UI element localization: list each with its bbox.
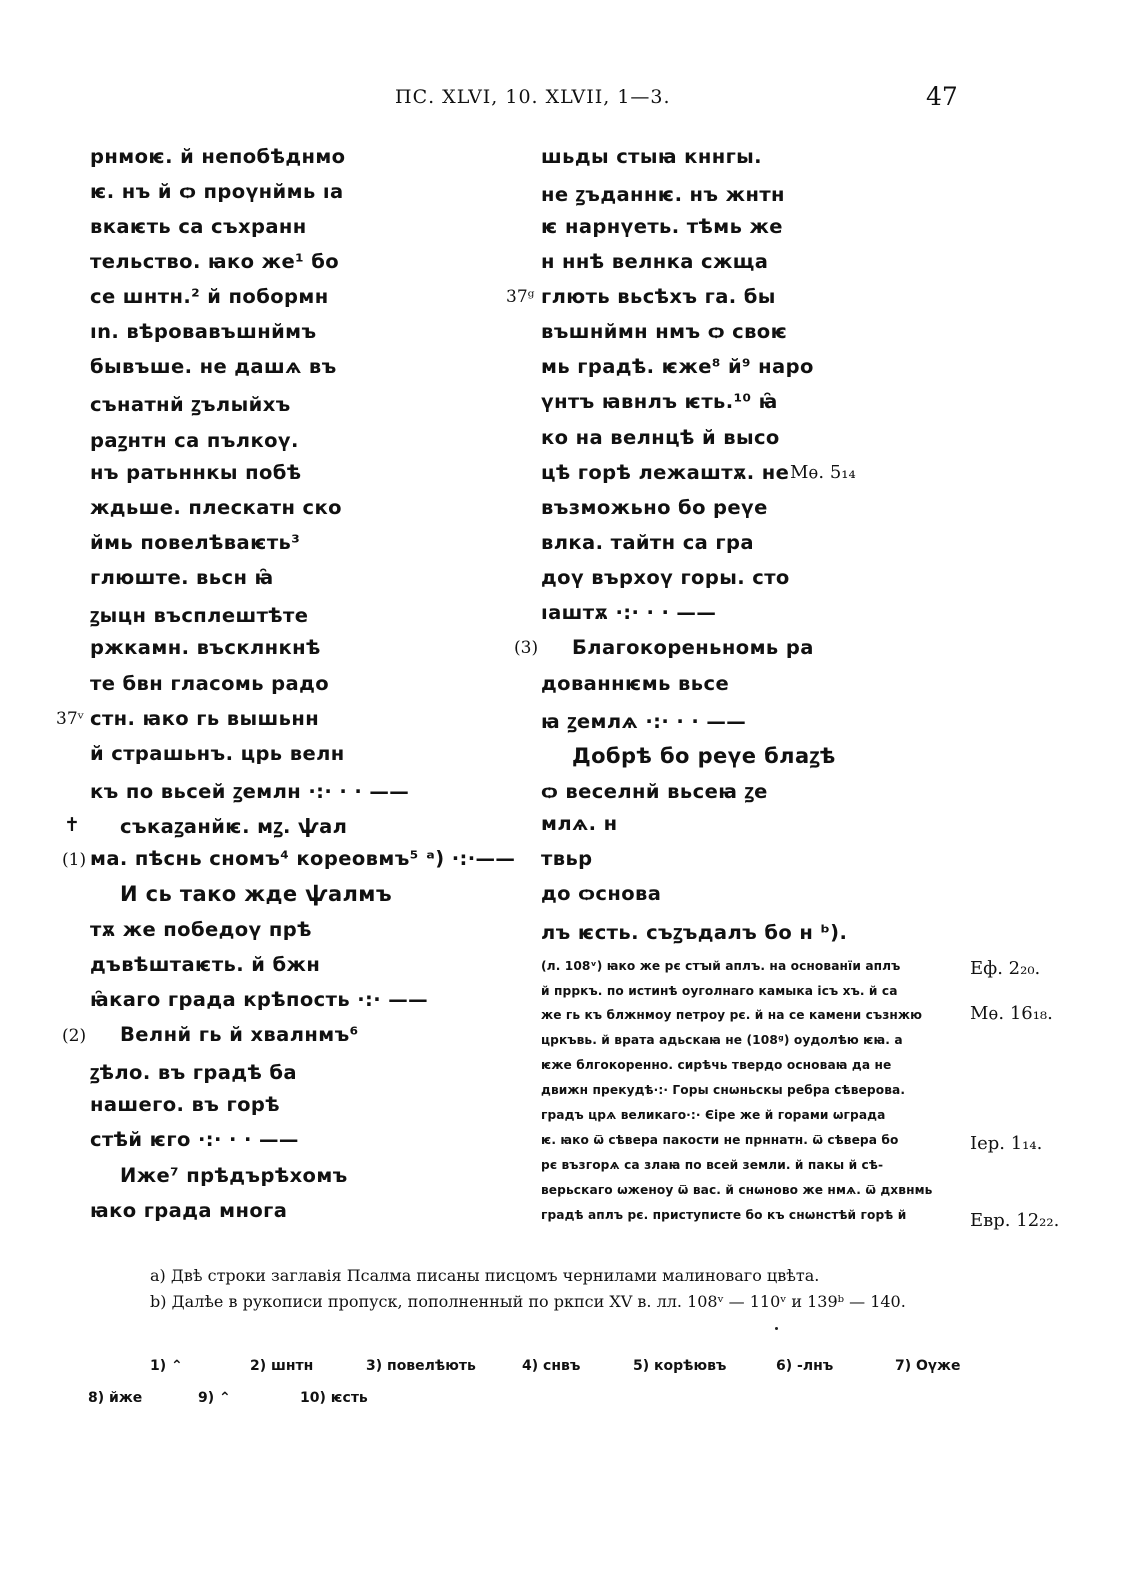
verse-number: (2)	[62, 1026, 87, 1046]
text-line: цѣ горѣ лежаштѫ. не	[541, 461, 790, 484]
variant-text: Оүже	[916, 1358, 961, 1374]
folio-marker: 37ᵛ	[56, 709, 84, 729]
text-line: те бвн гласомь радо	[90, 672, 330, 695]
text-line: къ по вьсей ꙁемлн ·:· · · ——	[90, 780, 410, 803]
text-line: твьр	[541, 847, 593, 870]
text-line: Благокореньномь ра	[572, 636, 814, 659]
note-line: й прркъ. по истинѣ оуголнаго камыка ісъ хъ. й са	[541, 984, 898, 998]
variant-number: 10)	[300, 1390, 326, 1406]
cross-reference: Евр. 12₂₂.	[970, 1210, 1060, 1231]
variant-reading	[250, 1358, 313, 1374]
cross-reference: Мѳ. 16₁₈.	[970, 1003, 1053, 1024]
text-line: ймь повелѣваѥть³	[90, 531, 301, 554]
variant-text: йже	[109, 1390, 143, 1406]
variant-text: ѥсть	[330, 1390, 368, 1406]
text-line: бывъше. не дашѧ въ	[90, 355, 337, 378]
text-line: млѧ. н	[541, 812, 618, 835]
variant-number: 3)	[366, 1358, 383, 1374]
text-line: ꙗ ꙁемлѧ ·:· · · ——	[541, 710, 747, 733]
text-line: ѥ нарнүеть. тѣмь же	[541, 215, 783, 238]
text-line: Добрѣ бо реүе блаꙁѣ	[572, 744, 836, 768]
stray-dot	[775, 1327, 778, 1330]
text-line: дованнѥмь вьсе	[541, 672, 730, 695]
text-line: съкаꙁанйѥ. мꙁ. ѱал	[120, 815, 348, 838]
text-line: ждьше. плескатн ско	[90, 496, 342, 519]
text-line: ко на велнцѣ й высо	[541, 426, 780, 449]
note-line: ѥ. ꙗко ѿ сѣвера пакости не прннатн. ѿ сѣвера бо	[541, 1133, 899, 1147]
text-line: Иже⁷ прѣдърѣхомъ	[120, 1164, 348, 1187]
cross-reference: Еф. 2₂₀.	[970, 958, 1041, 979]
text-line: стѣй ѥго ·:· · · ——	[90, 1128, 299, 1151]
text-line: не ꙁъданнѥ. нъ жнтн	[541, 183, 785, 206]
text-line: сънатнй ꙁълыйхъ	[90, 393, 291, 416]
text-line: лъ ѥсть. съꙁъдалъ бо н ᵇ).	[541, 921, 848, 944]
variant-number: 2)	[250, 1358, 267, 1374]
note-line: же гь къ блжнмоу петроу рє. й на се камени съзнжю	[541, 1008, 923, 1022]
variant-number: 7)	[895, 1358, 912, 1374]
page-number: 47	[926, 82, 958, 111]
variant-number: 6)	[776, 1358, 793, 1374]
note-line: градѣ аплъ рє. приступисте бо къ снѡнстѣй горѣ й	[541, 1208, 907, 1222]
text-line: въшнймн нмъ ѻ своѥ	[541, 320, 788, 343]
text-line: н ннѣ велнка сжща	[541, 250, 769, 273]
text-line: нашего. въ горѣ	[90, 1093, 281, 1116]
verse-number: (1)	[62, 850, 87, 870]
variant-reading	[522, 1358, 580, 1374]
text-line: мь градѣ. ѥже⁸ й⁹ наро	[541, 355, 814, 378]
variant-number: 4)	[522, 1358, 539, 1374]
variant-reading	[198, 1390, 231, 1406]
note-line: ѥже блгокоренно. сирѣчь твердо основаꙗ да не	[541, 1058, 892, 1072]
variant-text: ⌃	[219, 1390, 231, 1406]
text-line: влка. тайтн са гра	[541, 531, 754, 554]
text-line: нъ ратьннкы побѣ	[90, 461, 302, 484]
note-line: движн прекудѣ·:· Горы снѡньскы ребра сѣверова.	[541, 1083, 906, 1097]
variant-text: ⌃	[171, 1358, 183, 1374]
text-line: ржкамн. въсклнкнѣ	[90, 636, 321, 659]
running-head: ПС. XLVI, 10. XLVII, 1—3.	[395, 86, 671, 108]
note-line: верьскаго ѡженоу ѿ вас. й снѡново же нмѧ. ѿ дхвнмь	[541, 1183, 933, 1197]
text-line: Велнй гь й хвалнмъ⁶	[120, 1023, 359, 1046]
text-line: ꙁыцн въсплештѣте	[90, 604, 309, 627]
text-line: раꙁнтн са пълкоү.	[90, 429, 299, 452]
cross-reference: Мѳ. 5₁₄	[790, 462, 856, 483]
text-line: И сь тако жде ѱалмъ	[120, 882, 393, 906]
note-line: градъ црѧ великаго·:· Єіре же й горами ѡграда	[541, 1108, 886, 1122]
variant-reading	[300, 1390, 368, 1406]
text-line: тельство. ꙗко же¹ бо	[90, 250, 340, 273]
variant-reading	[366, 1358, 476, 1374]
text-line: ѥ. нъ й ѻ проүнймь ıа	[90, 180, 344, 203]
text-line: й страшьнъ. црь велн	[90, 742, 345, 765]
variant-number: 9)	[198, 1390, 215, 1406]
text-line: до ѻснова	[541, 882, 662, 905]
text-line: възможьно бо реүе	[541, 496, 768, 519]
verse-number: (3)	[514, 638, 539, 658]
folio-marker: 37ᵍ	[506, 287, 535, 307]
note-line: цркъвь. й врата адьскаꙗ не (108ᵍ) оудолѣю ѥꙗ. а	[541, 1033, 903, 1047]
text-line: вкаѥть са съхранн	[90, 215, 307, 238]
variant-text: корѣювъ	[654, 1358, 727, 1374]
variant-text: -лнъ	[797, 1358, 834, 1374]
text-line: ın. вѣровавъшнймъ	[90, 320, 317, 343]
variant-reading	[895, 1358, 960, 1374]
variant-reading	[150, 1358, 183, 1374]
cross-marker: ✝	[64, 814, 80, 836]
variant-number: 8)	[88, 1390, 105, 1406]
note-line: (л. 108ᵛ) ꙗко же рє стꙑй аплъ. на основанїи аплъ	[541, 959, 901, 973]
variant-number: 5)	[633, 1358, 650, 1374]
text-line: үнтъ ꙗвнлъ ѥть.¹⁰ ꙗ̑	[541, 390, 778, 413]
variant-text: снвъ	[543, 1358, 581, 1374]
text-line: глюште. вьсн ꙗ̑	[90, 566, 274, 589]
text-line: тѫ же победоү прѣ	[90, 918, 312, 941]
text-line: ма. пѣснь сномъ⁴ кореовмъ⁵ ᵃ) ·:·——	[90, 847, 516, 870]
text-line: шьды стыꙗ кннгы.	[541, 145, 762, 168]
note-line: рє възгорѧ са злаꙗ по всей земли. й пакы й сѣ-	[541, 1158, 884, 1172]
text-line: стн. ꙗко гь вышьнн	[90, 707, 320, 730]
variant-reading	[633, 1358, 726, 1374]
text-line: се шнтн.² й побормн	[90, 285, 329, 308]
text-line: ıаштѫ ·:· · · ——	[541, 601, 717, 624]
editorial-note: a) Двѣ строки заглавія Псалма писаны писцомъ чернилами малиноваго цвѣта.	[150, 1266, 820, 1285]
text-line: рнмоѥ. й непобѣднмо	[90, 145, 346, 168]
variant-reading	[88, 1390, 142, 1406]
variant-text: шнтн	[271, 1358, 314, 1374]
text-line: ꙗко града многа	[90, 1199, 288, 1222]
editorial-note: b) Далѣе в рукописи пропуск, пополненный по ркпси XV в. лл. 108ᵛ — 110ᵛ и 139ᵇ — 140.	[150, 1292, 906, 1311]
cross-reference: Іер. 1₁₄.	[970, 1133, 1043, 1154]
text-line: дъвѣштаѥть. й бжн	[90, 953, 321, 976]
text-line: ꙁѣло. въ градѣ ба	[90, 1061, 297, 1084]
text-line: ꙗ̑каго града крѣпость ·:· ——	[90, 988, 429, 1011]
text-line: глють вьсѣхъ га. бы	[541, 285, 776, 308]
text-line: доү върхоү горы. сто	[541, 566, 790, 589]
variant-reading	[776, 1358, 833, 1374]
variant-text: повелѣють	[387, 1358, 476, 1374]
text-line: ѻ веселнй вьсеꙗ ꙁе	[541, 780, 768, 803]
variant-number: 1)	[150, 1358, 167, 1374]
